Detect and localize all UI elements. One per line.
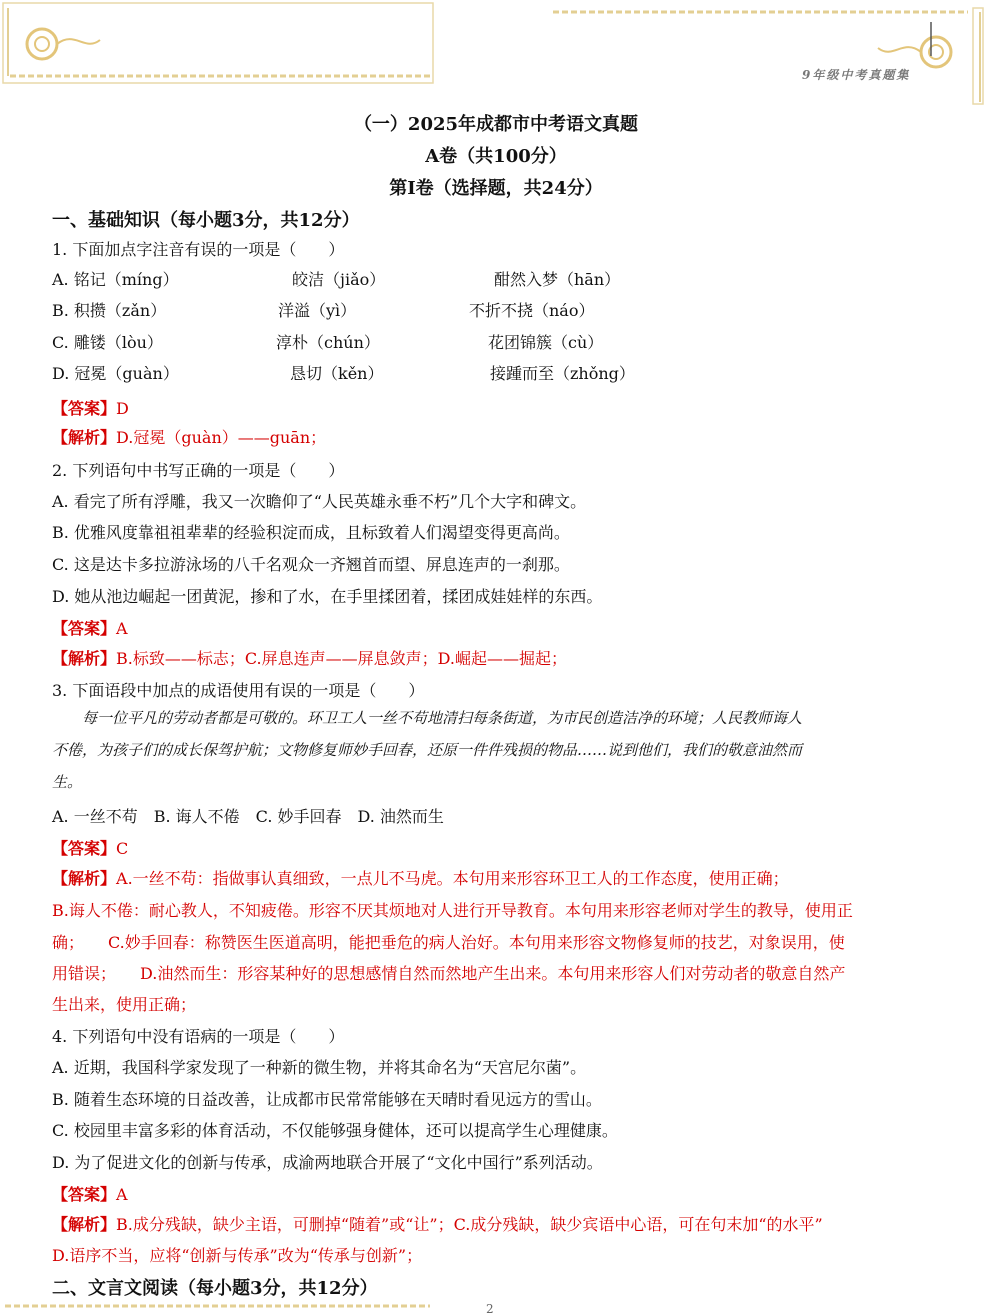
q3-passage-line: 不倦，为孩子们的成长保驾护航；文物修复师妙手回春，还原一件件残损的物品……说到他们，我们的敬意油然而 xyxy=(52,741,803,759)
bottom-border xyxy=(0,1300,992,1314)
q1-option-c2: 淳朴（chún） xyxy=(276,333,380,352)
page-number: 2 xyxy=(486,1302,494,1316)
q3-answer: 【答案】C xyxy=(52,839,129,858)
section1-heading: 一、基础知识（每小题3分，共12分） xyxy=(52,210,360,231)
q3-options: A. 一丝不苟 B. 诲人不倦 C. 妙手回春 D. 油然而生 xyxy=(52,807,444,826)
q1-option-c1: C. 雕镂（lòu） xyxy=(52,333,163,352)
exam-title: （一）2025年成都市中考语文真题 xyxy=(353,114,639,135)
q2-option-c: C. 这是达卡多拉游泳场的八千名观众一齐翘首而望、屏息连声的一刹那。 xyxy=(52,555,570,574)
q1-option-d3: 接踵而至（zhǒng） xyxy=(490,364,635,383)
q1-option-c3: 花团锦簇（cù） xyxy=(488,333,604,352)
q1-option-d2: 恳切（kěn） xyxy=(290,364,384,383)
top-right-ornament xyxy=(548,0,992,110)
q1-option-b3: 不折不挠（náo） xyxy=(469,301,595,320)
q1-analysis: 【解析】D.冠冕（guàn）——guān； xyxy=(52,428,327,447)
q4-option-b: B. 随着生态环境的日益改善，让成都市民常常能够在天晴时看见远方的雪山。 xyxy=(52,1090,602,1109)
q3-analysis-line: B.诲人不倦：耐心教人，不知疲倦。形容不厌其烦地对人进行开导教育。本句用来形容老师对学生的教导，使用正 xyxy=(52,901,853,920)
top-left-ornament xyxy=(0,0,440,92)
q1-option-a1: A. 铭记（míng） xyxy=(52,270,179,289)
header-tag: 9年级中考真题集 xyxy=(802,68,911,82)
q3-analysis-line: 生出来，使用正确； xyxy=(52,995,197,1014)
section2-heading: 二、文言文阅读（每小题3分，共12分） xyxy=(52,1278,378,1299)
q1-option-a2: 皎洁（jiǎo） xyxy=(292,270,386,289)
q4-analysis-line: D.语序不当，应将“创新与传承”改为“传承与创新”； xyxy=(52,1246,423,1265)
q3-stem: 3. 下面语段中加点的成语使用有误的一项是（ ） xyxy=(52,681,425,700)
q2-option-d: D. 她从池边崛起一团黄泥，掺和了水，在手里揉团着，揉团成娃娃样的东西。 xyxy=(52,587,603,606)
q4-option-a: A. 近期，我国科学家发现了一种新的微生物，并将其命名为“天宫尼尔菌”。 xyxy=(52,1058,587,1077)
q3-analysis-line: 确； C.妙手回春：称赞医生医道高明，能把垂危的病人治好。本句用来形容文物修复师的技艺，对象误用，使 xyxy=(52,933,845,952)
q2-option-a: A. 看完了所有浮雕，我又一次瞻仰了“人民英雄永垂不朽”几个大字和碑文。 xyxy=(52,492,587,511)
q3-analysis: 【解析】A.一丝不苟：指做事认真细致，一点儿不马虎。本句用来形容环卫工人的工作态度，使用正确； xyxy=(52,869,789,888)
q1-option-b1: B. 积攒（zǎn） xyxy=(52,301,167,320)
paper-a-title: A卷（共100分） xyxy=(425,146,567,167)
q4-option-c: C. 校园里丰富多彩的体育活动，不仅能够强身健体，还可以提高学生心理健康。 xyxy=(52,1121,618,1140)
part1-title: 第Ⅰ卷（选择题，共24分） xyxy=(389,178,603,199)
q4-option-d: D. 为了促进文化的创新与传承，成渝两地联合开展了“文化中国行”系列活动。 xyxy=(52,1153,603,1172)
q1-stem: 1. 下面加点字注音有误的一项是（ ） xyxy=(52,240,345,259)
q2-answer: 【答案】A xyxy=(52,619,128,638)
q4-answer: 【答案】A xyxy=(52,1185,128,1204)
q3-analysis-line: 用错误； D.油然而生：形容某种好的思想感情自然而然地产生出来。本句用来形容人们对劳动者的敬意自然产 xyxy=(52,964,846,983)
q2-analysis: 【解析】B.标致——标志；C.屏息连声——屏息敛声；D.崛起——掘起； xyxy=(52,649,567,668)
q3-passage-line: 生。 xyxy=(52,773,83,791)
q2-stem: 2. 下列语句中书写正确的一项是（ ） xyxy=(52,461,345,480)
q3-passage-line: 每一位平凡的劳动者都是可敬的。环卫工人一丝不苟地清扫每条街道，为市民创造洁净的环境；人民教师诲人 xyxy=(52,709,803,727)
q4-stem: 4. 下列语句中没有语病的一项是（ ） xyxy=(52,1027,345,1046)
q4-analysis: 【解析】B.成分残缺，缺少主语，可删掉“随着”或“让”；C.成分残缺，缺少宾语中心语，可在句末加“的水平” xyxy=(52,1215,823,1234)
q1-option-d1: D. 冠冕（guàn） xyxy=(52,364,179,383)
q1-answer: 【答案】D xyxy=(52,399,129,418)
q2-option-b: B. 优雅风度靠祖祖辈辈的经验积淀而成，且标致着人们渴望变得更高尚。 xyxy=(52,523,570,542)
q1-option-b2: 洋溢（yì） xyxy=(278,301,357,320)
q1-option-a3: 酣然入梦（hān） xyxy=(494,270,621,289)
